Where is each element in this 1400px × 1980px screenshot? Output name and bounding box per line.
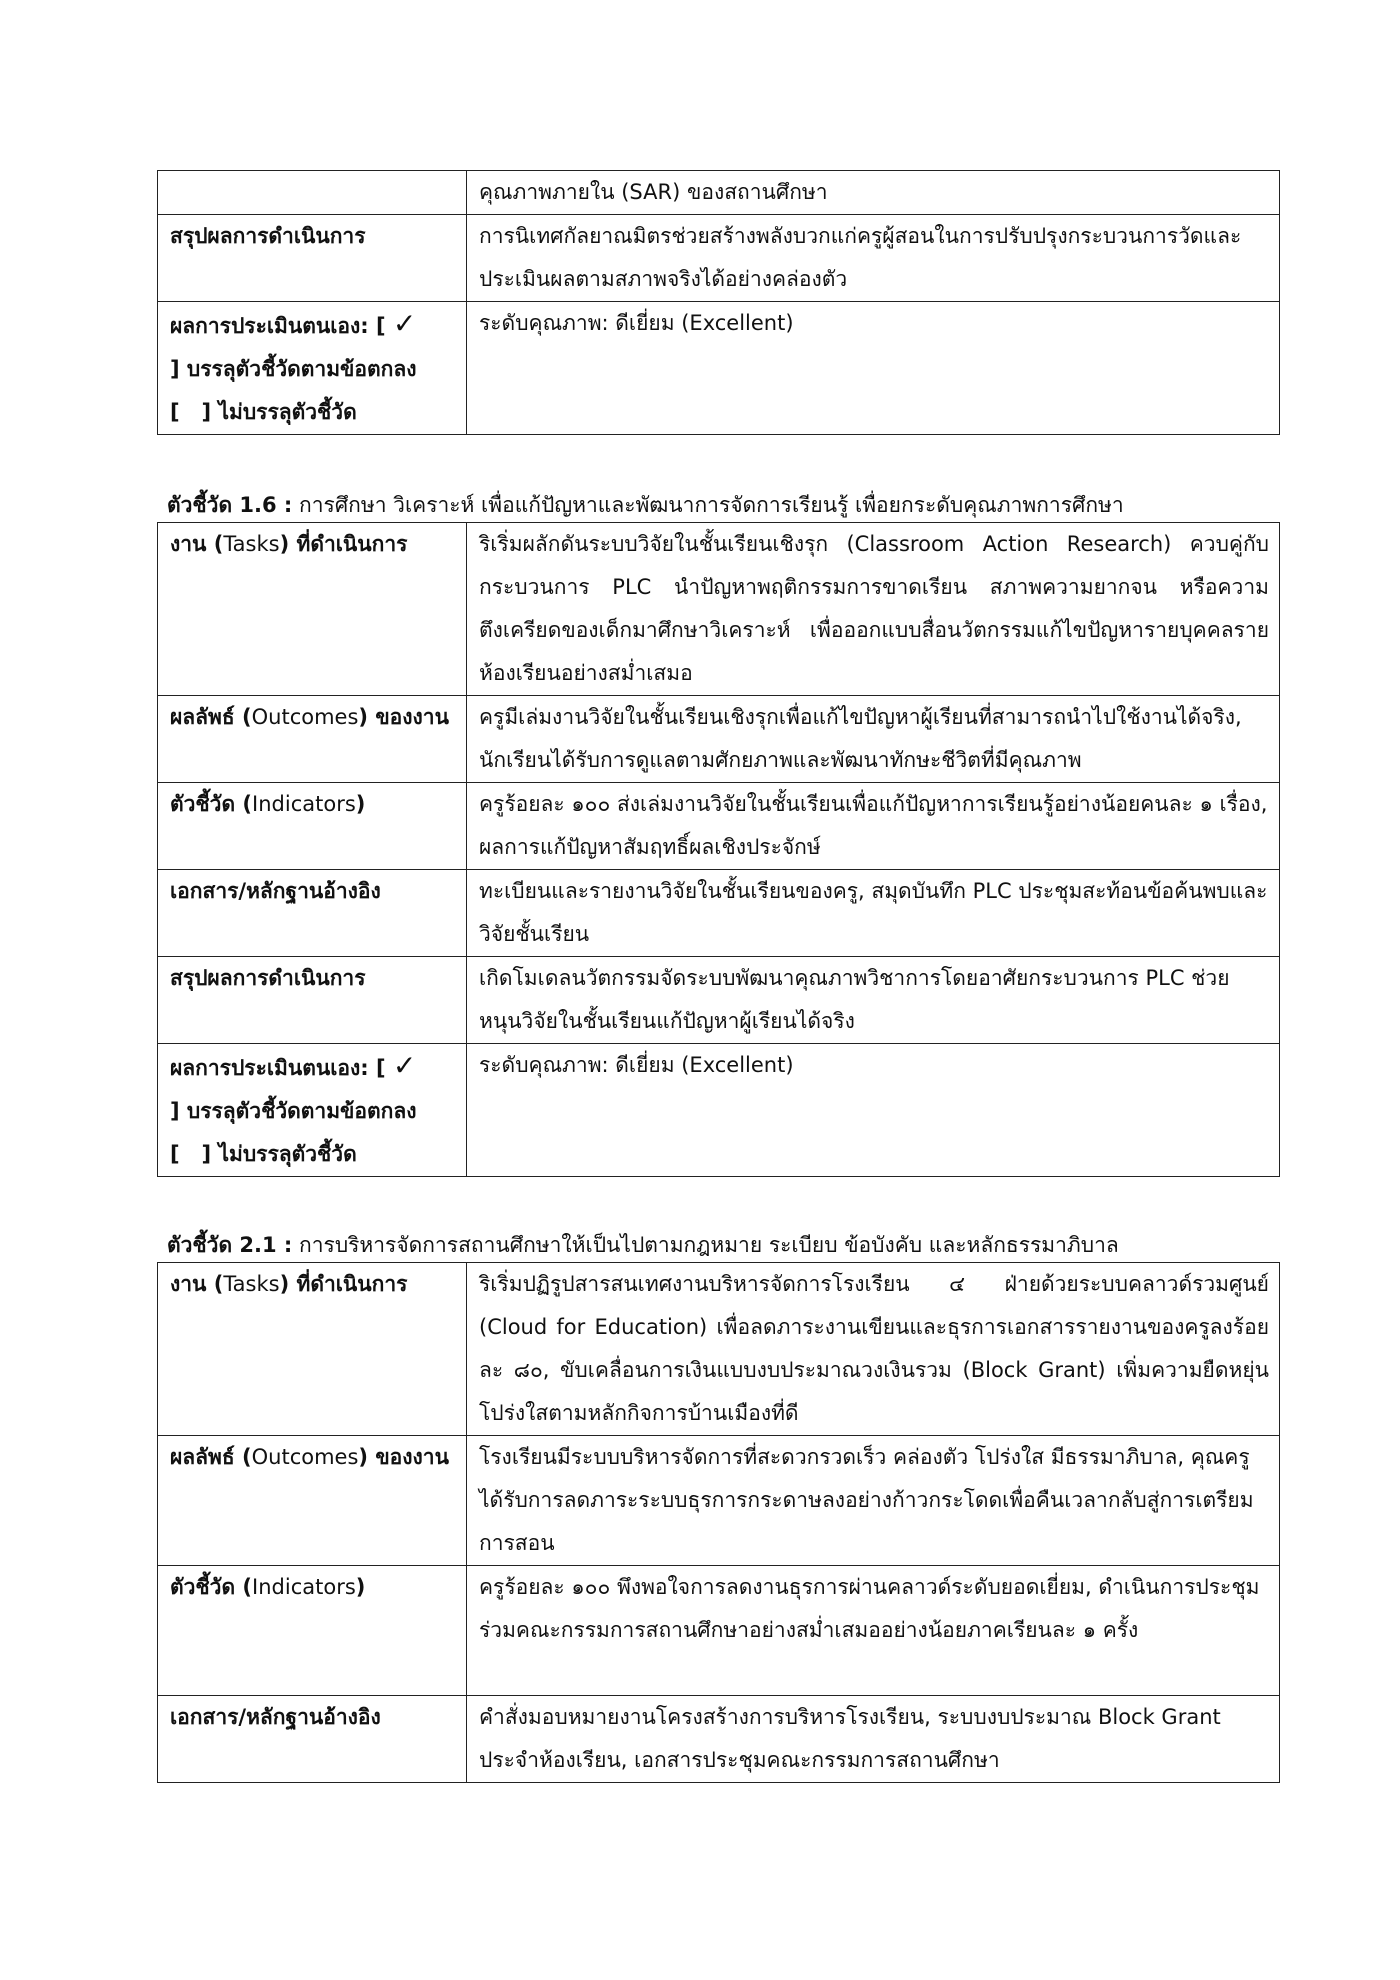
outcomes-value: โรงเรียนมีระบบบริหารจัดการที่สะดวกรวดเร็ว คล่องตัว โปร่งใส มีธรรมาภิบาล, คุณครูได้รับการลดภาระระบบธุรการกระดาษลงอย่างก้าวกระโดดเพื่อคืนเวลากลับสู่การเตรียมการสอน (467, 1436, 1280, 1566)
label-part: งาน ( (170, 532, 224, 556)
table-indicator-2-1 (157, 1262, 1280, 1783)
indicator-number: ตัวชี้วัด 1.6 : (167, 493, 293, 517)
indicators-label (158, 783, 467, 870)
label-part: ) (355, 792, 366, 816)
summary-label: สรุปผลการดำเนินการ (158, 215, 467, 302)
self-assessment-value: ระดับคุณภาพ: ดีเยี่ยม (Excellent) (467, 1044, 1280, 1177)
table-indicator-1-6 (157, 522, 1280, 1177)
indicators-value: ครูร้อยละ ๑๐๐ ส่งเล่มงานวิจัยในชั้นเรียนเพื่อแก้ปัญหาการเรียนรู้อย่างน้อยคนละ ๑ เรื่อง, ผลการแก้ปัญหาสัมฤทธิ์ผลเชิงประจักษ์ (467, 783, 1280, 870)
label-part: ตัวชี้วัด ( (170, 792, 253, 816)
outcomes-label (158, 696, 467, 783)
table-row (158, 523, 1280, 696)
table-row (158, 215, 1280, 302)
evidence-value: ทะเบียนและรายงานวิจัยในชั้นเรียนของครู, สมุดบันทึก PLC ประชุมสะท้อนข้อค้นพบและวิจัยชั้นเรียน (467, 870, 1280, 957)
self-assessment-label (158, 302, 467, 435)
label-part: Tasks (223, 1272, 280, 1296)
label-part: งาน ( (170, 1272, 224, 1296)
table-row (158, 171, 1280, 215)
table-row (158, 783, 1280, 870)
table-indicator-1-5-continued (157, 170, 1280, 435)
self-assessment-value: ระดับคุณภาพ: ดีเยี่ยม (Excellent) (467, 302, 1280, 435)
indicator-heading-1-6 (167, 488, 1124, 522)
tasks-label (158, 1263, 467, 1436)
label-part: ผลลัพธ์ ( (170, 705, 252, 729)
self-assessment-line2: ] บรรลุตัวชี้วัดตามข้อตกลง (170, 357, 417, 381)
label-part: Outcomes (251, 705, 359, 729)
label-part: ผลลัพธ์ ( (170, 1445, 252, 1469)
indicators-value: ครูร้อยละ ๑๐๐ พึงพอใจการลดงานธุรการผ่านคลาวด์ระดับยอดเยี่ยม, ดำเนินการประชุมร่วมคณะกรรมการสถานศึกษาอย่างสม่ำเสมออย่างน้อยภาคเรียนละ ๑ ครั้ง (467, 1566, 1280, 1696)
self-assessment-line2: ] บรรลุตัวชี้วัดตามข้อตกลง (170, 1099, 417, 1123)
checkmark-icon: ✓ (392, 1049, 417, 1082)
label-part: ) (355, 1575, 366, 1599)
checkmark-icon: ✓ (392, 307, 417, 340)
evidence-value: คำสั่งมอบหมายงานโครงสร้างการบริหารโรงเรียน, ระบบงบประมาณ Block Grant ประจำห้องเรียน, เอกสารประชุมคณะกรรมการสถานศึกษา (467, 1696, 1280, 1783)
label-part: Tasks (223, 532, 280, 556)
summary-label: สรุปผลการดำเนินการ (158, 957, 467, 1044)
summary-value: เกิดโมเดลนวัตกรรมจัดระบบพัฒนาคุณภาพวิชาการโดยอาศัยกระบวนการ PLC ช่วยหนุนวิจัยในชั้นเรียนแก้ปัญหาผู้เรียนได้จริง (467, 957, 1280, 1044)
table-row (158, 696, 1280, 783)
evidence-label: เอกสาร/หลักฐานอ้างอิง (158, 1696, 467, 1783)
label-part: ตัวชี้วัด ( (170, 1575, 253, 1599)
table-row (158, 302, 1280, 435)
self-assessment-label (158, 1044, 467, 1177)
label-part: ) ของงาน (358, 1445, 449, 1469)
indicator-text: การบริหารจัดการสถานศึกษาให้เป็นไปตามกฎหมาย ระเบียบ ข้อบังคับ และหลักธรรมาภิบาล (299, 1233, 1119, 1257)
summary-value: การนิเทศกัลยาณมิตรช่วยสร้างพลังบวกแก่ครูผู้สอนในการปรับปรุงกระบวนการวัดและประเมินผลตามสภาพจริงได้อย่างคล่องตัว (467, 215, 1280, 302)
label-part: Outcomes (251, 1445, 359, 1469)
label-part: ) ที่ดำเนินการ (279, 532, 408, 556)
outcomes-value: ครูมีเล่มงานวิจัยในชั้นเรียนเชิงรุกเพื่อแก้ไขปัญหาผู้เรียนที่สามารถนำไปใช้งานได้จริง, นักเรียนได้รับการดูแลตามศักยภาพและพัฒนาทักษะชีวิตที่มีคุณภาพ (467, 696, 1280, 783)
indicators-label (158, 1566, 467, 1696)
indicator-number: ตัวชี้วัด 2.1 : (167, 1233, 293, 1257)
tasks-value: ริเริ่มผลักดันระบบวิจัยในชั้นเรียนเชิงรุก (Classroom Action Research) ควบคู่กับกระบวนการ PLC นำปัญหาพฤติกรรมการขาดเรียน สภาพความยากจน หรือความตึงเครียดของเด็กมาศึกษาวิเคราะห์ เพื่อออกแบบสื่อนวัตกรรมแก้ไขปัญหารายบุคคลรายห้องเรียนอย่างสม่ำเสมอ (467, 523, 1280, 696)
table-row (158, 1436, 1280, 1566)
table-row (158, 1566, 1280, 1696)
label-part: Indicators (252, 792, 356, 816)
tasks-label (158, 523, 467, 696)
label-part: ) ของงาน (358, 705, 449, 729)
self-assessment-line1: ผลการประเมินตนเอง: [ (170, 314, 386, 338)
table-row (158, 957, 1280, 1044)
table-row (158, 870, 1280, 957)
label-cell (158, 171, 467, 215)
table-row (158, 1263, 1280, 1436)
value-cell: คุณภาพภายใน (SAR) ของสถานศึกษา (467, 171, 1280, 215)
self-assessment-line3: [ ] ไม่บรรลุตัวชี้วัด (170, 1142, 357, 1166)
tasks-value: ริเริ่มปฏิรูปสารสนเทศงานบริหารจัดการโรงเรียน ๔ ฝ่ายด้วยระบบคลาวด์รวมศูนย์ (Cloud for Education) เพื่อลดภาระงานเขียนและธุรการเอกสารรายงานของครูลงร้อยละ ๘๐, ขับเคลื่อนการเงินแบบงบประมาณวงเงินรวม (Block Grant) เพิ่มความยืดหยุ่นโปร่งใสตามหลักกิจการบ้านเมืองที่ดี (467, 1263, 1280, 1436)
label-part: ) ที่ดำเนินการ (279, 1272, 408, 1296)
outcomes-label (158, 1436, 467, 1566)
self-assessment-line1: ผลการประเมินตนเอง: [ (170, 1056, 386, 1080)
label-part: Indicators (252, 1575, 356, 1599)
self-assessment-line3: [ ] ไม่บรรลุตัวชี้วัด (170, 400, 357, 424)
table-row (158, 1044, 1280, 1177)
evidence-label: เอกสาร/หลักฐานอ้างอิง (158, 870, 467, 957)
indicator-text: การศึกษา วิเคราะห์ เพื่อแก้ปัญหาและพัฒนาการจัดการเรียนรู้ เพื่อยกระดับคุณภาพการศึกษา (299, 493, 1124, 517)
table-row (158, 1696, 1280, 1783)
indicator-heading-2-1 (167, 1228, 1119, 1262)
